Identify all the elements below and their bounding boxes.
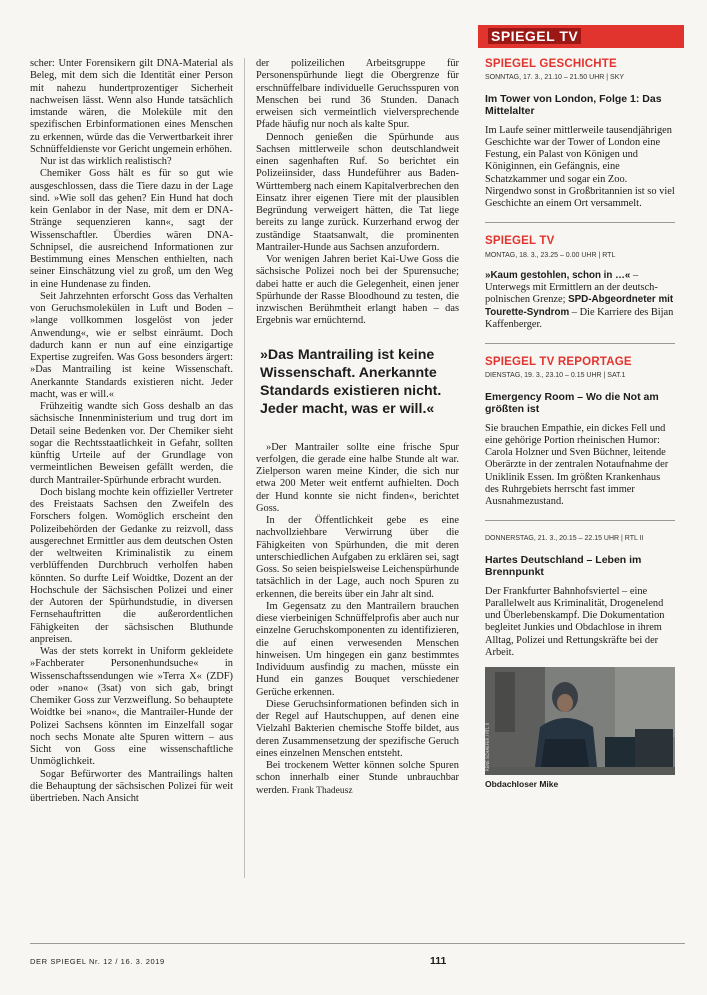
- homeless-man-photo: [485, 667, 675, 775]
- paragraph: Sogar Befürworter des Mantrailings halten die Behauptung der sächsischen Polizei für weit übertrieben. Nach Ansicht: [30, 768, 233, 804]
- column-divider: [244, 58, 245, 878]
- paragraph: Diese Geruchsinformationen befinden sich in der Regel auf Hautschuppen, auf denen eine Vielzahl Bakterien chemische Stoffe bildet, aus deren Zusammensetzung der spezifische Geruch eines einzelnen Menschen entsteht.: [256, 698, 459, 759]
- tv-listing-description: [485, 270, 675, 331]
- tv-listing-geschichte: [485, 58, 675, 210]
- tv-listing-heading: Emergency Room – Wo die Not am größten ist: [485, 390, 659, 415]
- photo-credit: RENÉ SCHAEFER / RTL II: [485, 723, 490, 771]
- photo-caption: Obdachloser Mike: [485, 779, 559, 789]
- tv-listing-description: Der Frankfurter Bahnhofsviertel – eine Parallelwelt aus Kriminalität, Drogenelend und Überlebenskampf. Die Dokumentation begleitet Junkies und Obdachlose in ihrem Alltag, Polizei und Rettungskräfte bei der Arbeit.: [485, 585, 665, 658]
- divider: [485, 222, 675, 223]
- photo-illustration: [485, 667, 675, 775]
- divider: [485, 520, 675, 521]
- author-signature: Frank Thadeusz: [291, 785, 353, 796]
- tv-listing-time: MONTAG, 18. 3., 23.25 – 0.00 UHR | RTL: [485, 251, 616, 259]
- tv-listing-description: Im Laufe seiner mittlerweile tausendjährigen Geschichte war der Tower of London eine Festung, ein Palast von Königen und Königinnen, ein Gefängnis, eine Schatzkammer und sogar ein Zoo. Nirgendwo sonst in Großbritannien ist so viel Geschichte an einem Ort versammelt.: [485, 124, 675, 209]
- tv-listings-column: [485, 58, 675, 802]
- paragraph: Doch bislang mochte kein offizieller Vertreter des Freistaats Sachsen den Zweifeln des Forschers folgen. Womöglich erscheint den Polizeibehörden der Gedanke zu reizvoll, dass ausgerechnet Ermittler aus dem deutschen Osten der weltweiten Kriminalistik zu einem verblüffenden Durchbruch verholfen haben könnten. So durfte Leif Woidtke, Dozent an der Hochschule der Sächsischen Polizei und einer der Autoren der Spürhundstudie, in diversen Fernsehauftritten die außerordentlichen Fähigkeiten der sächsischen Bluthunde anpreisen.: [30, 486, 233, 645]
- page-number: 111: [430, 955, 447, 967]
- tv-listing-time: DONNERSTAG, 21. 3., 20.15 – 22.15 UHR | RTL II: [485, 535, 644, 543]
- tv-listing-spiegel-tv: [485, 235, 675, 331]
- topic-1-text: – Unterwegs mit Ermittlern an der deutsch-polnischen Grenze;: [485, 269, 658, 306]
- paragraph: Was der stets korrekt in Uniform gekleidete »Fachberater Personenhundsuche« in Wissenschaftssendungen wie »Terra X« (ZDF) oder »nano« (3sat) von sich gab, bringt Chemiker Goss zur Verzweiflung. So behauptete Woidtke bei »nano«, die Mantrailer-Hunde der Polizei Sachsens könnten im Einzelfall sogar noch sechs Monate alte Spuren wittern – aus Sicht von Goss eine wissenschaftliche Unmöglichkeit.: [30, 646, 233, 768]
- paragraph: Frühzeitig wandte sich Goss deshalb an das sächsische Innenministerium und trug dort im Detail seine Bedenken vor. Der Chemiker sieht sogar die Rechtsstaatlichkeit in Gefahr, sollten künftig Urteile auf der Grundlage von vermeintlichen Beweisen gefällt werden, die durch Mantrailer-Spürhunde erbracht wurden.: [30, 401, 233, 486]
- paragraph: der polizeilichen Arbeitsgruppe für Personenspürhunde liegt die Obergrenze für erschnüffelbare individuelle Geruchsspuren von Menschen bei rund 36 Stunden. Danach erweisen sich vermeintlich vielversprechende Pfade häufig nur noch als kalte Spur.: [256, 58, 459, 131]
- article-column-1: [30, 58, 233, 805]
- tv-listing-rtl2: [485, 533, 675, 790]
- spiegel-tv-banner: [478, 25, 684, 48]
- tv-listing-time: DIENSTAG, 19. 3., 23.10 – 0.15 UHR | SAT.1: [485, 372, 626, 380]
- magazine-issue: DER SPIEGEL Nr. 12 / 16. 3. 2019: [30, 957, 165, 966]
- paragraph: In der Öffentlichkeit gebe es eine nachvollziehbare Verwirrung über die Fähigkeiten von Spürhunden, die mit deren unterschiedlichen Aufgaben zu erklären sei, sagt Goss. So seien beispielsweise Leichenspürhunde tatsächlich in der Lage, auch noch Spuren zu erkennen, die bereits über ein Jahr alt sind.: [256, 515, 459, 600]
- tv-listing-heading: Hartes Deutschland – Leben im Brennpunkt: [485, 553, 642, 578]
- topic-1: »Kaum gestohlen, schon in …«: [485, 269, 631, 281]
- tv-listing-heading: Im Tower von London, Folge 1: Das Mittelalter: [485, 92, 662, 117]
- tv-listing-title: SPIEGEL GESCHICHTE: [485, 58, 617, 70]
- paragraph-text: Bei trockenem Wetter können solche Spuren schon innerhalb einer Stunde unbrauchbar werden.: [256, 760, 459, 796]
- tv-listing-title: SPIEGEL TV: [485, 235, 555, 248]
- topic-2-text: – Die Karriere des Bijan Kaffenberger.: [485, 306, 674, 330]
- tv-listing-reportage: [485, 356, 675, 508]
- paragraph: Nur ist das wirklich realistisch?: [40, 156, 172, 167]
- tv-listing-time: SONNTAG, 17. 3., 21.10 – 21.50 UHR | SKY: [485, 74, 625, 82]
- paragraph: »Der Mantrailer sollte eine frische Spur verfolgen, die gerade eine halbe Stunde alt war. Zielperson waren meine Kinder, die sich nur etwa 200 Meter weit entfernt aufhielten. Doch der Hund konnte sie nicht finden«, berichtet Goss.: [256, 441, 459, 514]
- tv-listing-title: SPIEGEL TV REPORTAGE: [485, 356, 632, 368]
- paragraph: Dennoch genießen die Spürhunde aus Sachsen mittlerweile schon deutschlandweit einen sagenhaften Ruf. So berichtet ein Polizeiinsider, dass Hundeführer aus Baden-Württemberg nach einem Kapitalverbrechen den Einsatz ihrer eigenen Tiere mit der plausiblen Begründung verweigert hätten, die Tat liege bereits zu lange zurück. Kurzerhand erwog der zuständige Staatsanwalt, die prominenten Mantrailer-Hunde aus Sachsen anzufordern.: [256, 131, 459, 253]
- paragraph: Seit Jahrzehnten erforscht Goss das Verhalten von Geruchsmolekülen in Luft und Boden – »lange vollkommen losgelöst von jeder Anwendung«, wie er selbst einräumt. Doch dadurch kann er nun auf eine einzigartige Expertise zugreifen. Was Goss besonders ärgert: »Das Mantrailing ist keine Wissenschaft. Anerkannte Standards existieren nicht. Jeder macht, was er will.«: [30, 290, 233, 400]
- pull-quote: »Das Mantrailing ist keine Wissenschaft. Anerkannte Standards existieren nicht. Jeder macht, was er will.«: [260, 346, 442, 417]
- paragraph: Vor wenigen Jahren beriet Kai-Uwe Goss die sächsische Polizei noch bei der Spurensuche; dabei hatte er auch die Gelegenheit, einen jener Spürhunde der Rasse Bloodhound zu testen, die inzwischen Berühmtheit erlangt haben – das Ergebnis war ernüchternd.: [256, 254, 459, 327]
- paragraph: scher: Unter Forensikern gilt DNA-Material als Beleg, mit dem sich die Identität einer Person mit nahezu hundertprozentiger Sicherheit nachweisen lässt. Wenn also Hunde tatsächlich imstande wären, die Moleküle mit den spezifischen Erbinformationen eines Menschen zu erkennen, würde das die Verwertbarkeit ihrer Schnüffeldienste vor Gericht ungemein erhöhen.: [30, 58, 233, 155]
- topic-2: SPD-Abgeordneter mit Tourette-Syndrom: [485, 294, 674, 318]
- tv-listing-description: Sie brauchen Empathie, ein dickes Fell und eine gehörige Portion rheinischen Humor: Carola Holzner und Sven Büchner, leitende Oberärzte in der zentralen Notaufnahme der Uniklinik Essen. Im größten Krankenhaus des Ruhrgebiets herrscht fast immer Ausnahmezustand.: [485, 422, 669, 507]
- paragraph: Im Gegensatz zu den Mantrailern brauchen diese vierbeinigen Schnüffelprofis aber auch nur einzelne Geruchskomponenten zu identifizieren, die auf einen verwesenden Menschen hinweisen. Um hingegen ein ganz bestimmtes Individuum ausfindig zu machen, müsste ein Hund ein ganzes Bouquet verschiedener Gerüche erkennen.: [256, 600, 459, 698]
- divider: [485, 343, 675, 344]
- paragraph: Chemiker Goss hält es für so gut wie ausgeschlossen, dass die Tiere dazu in der Lage sind. »Wie soll das gehen? Ein Hund hat doch kein Genlabor in der Nase, mit dem er DNA-Stränge sequenzieren kann«, sagt der Wissenschaftler. Überdies wären DNA-Schnipsel, die ausreichend Informationen zur Bestimmung eines Menschen enthielten, nach seiner Einschätzung viel zu groß, um den Weg in eine Hundenase zu finden.: [30, 168, 233, 290]
- footer-rule: [30, 943, 685, 944]
- article-column-2: [256, 58, 459, 797]
- paragraph-last: [256, 760, 459, 797]
- spiegel-tv-logo: SPIEGEL TV: [488, 28, 581, 44]
